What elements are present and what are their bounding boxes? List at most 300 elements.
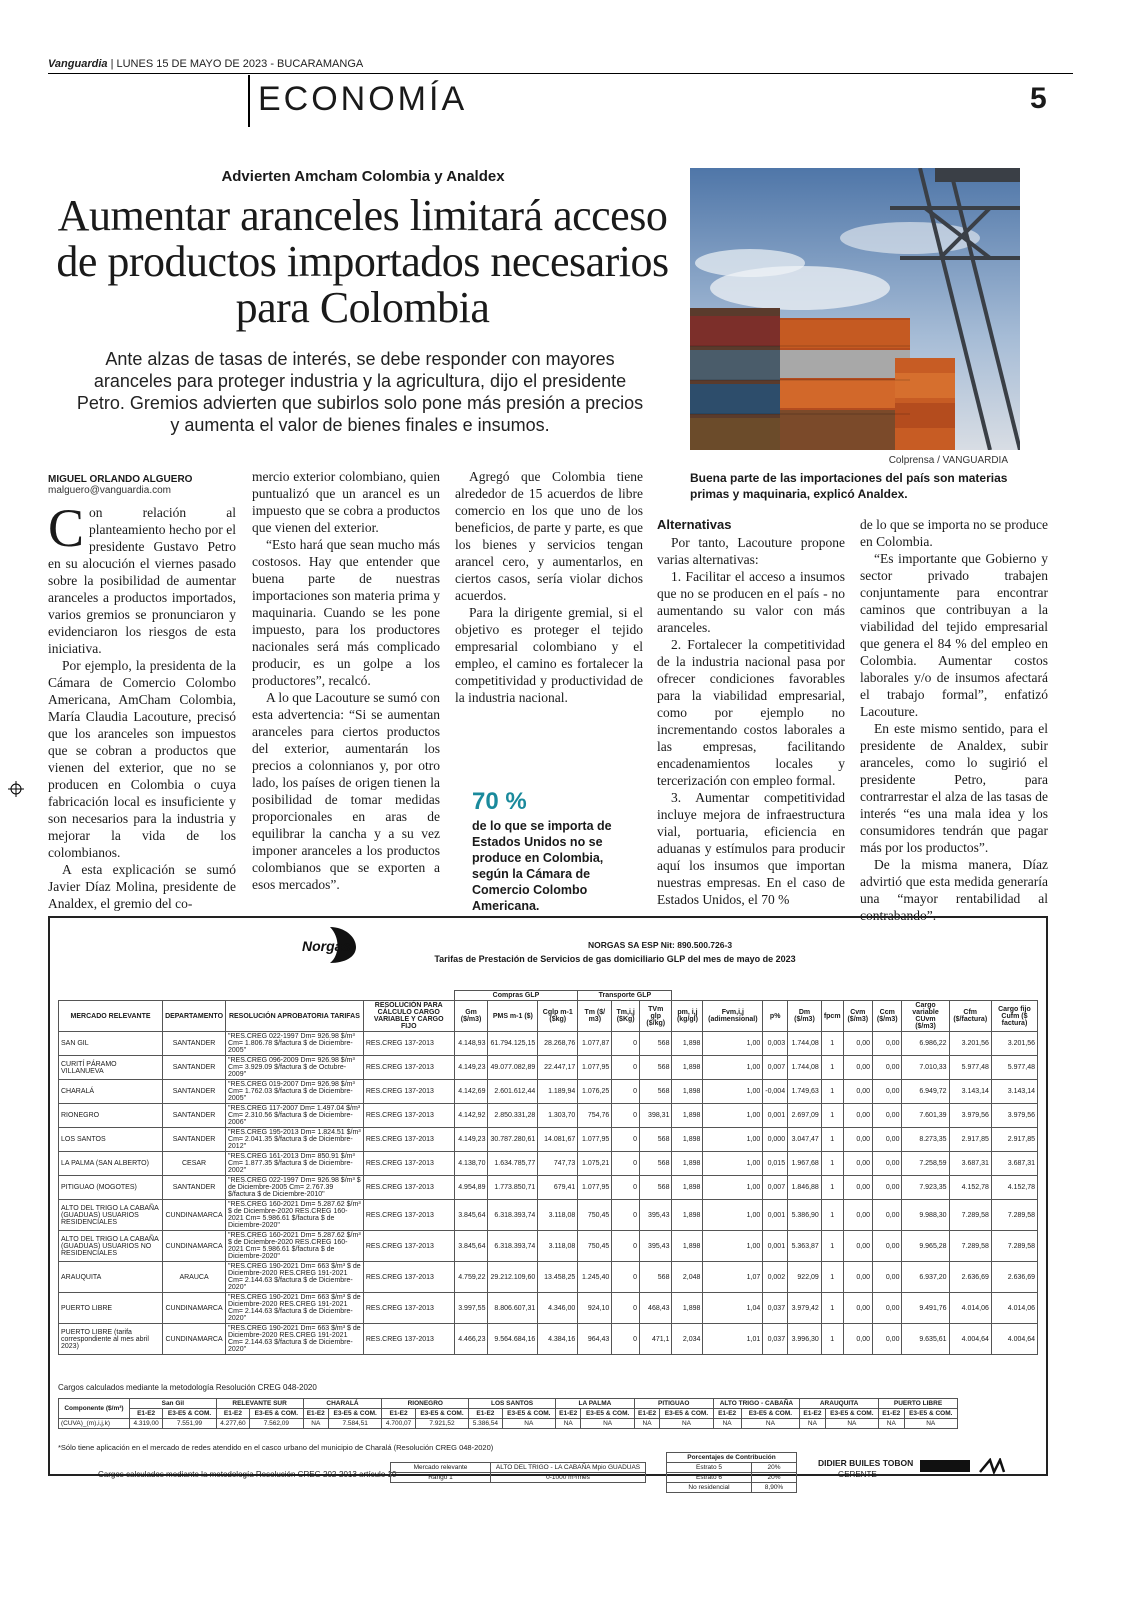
cargos-value-cell: NA bbox=[581, 1419, 634, 1429]
brand-logo: Vanguardia bbox=[48, 58, 108, 70]
group-header: Compras GLP bbox=[454, 991, 578, 1001]
table-cell: 0,00 bbox=[873, 1128, 902, 1152]
table-cell: "RES.CREG 117-2007 Dm= 1.497.04 $/m³ Cm= 2.310.56 $/factura $ de Diciembre-2006" bbox=[226, 1104, 364, 1128]
table-cell: 1,00 bbox=[703, 1231, 763, 1262]
table-cell: 4.142,69 bbox=[454, 1080, 488, 1104]
table-cell: 1 bbox=[821, 1128, 843, 1152]
table-header-cell: Cglp m-1 ($kg) bbox=[538, 1001, 578, 1032]
table-cell: 568 bbox=[640, 1176, 672, 1200]
table-cell: 22.447,17 bbox=[538, 1056, 578, 1080]
cargos-sub-header: E1-E2 bbox=[469, 1409, 502, 1419]
table-cell: 0,00 bbox=[843, 1231, 872, 1262]
table-cell: 14.081,67 bbox=[538, 1128, 578, 1152]
table-cell: 0,015 bbox=[763, 1152, 788, 1176]
table-cell: 1,898 bbox=[672, 1152, 703, 1176]
cargos-row-label: (CUVA)_(m),i,j,k) bbox=[59, 1419, 130, 1429]
table-cell: 5.977,48 bbox=[991, 1056, 1037, 1080]
table-cell: "RES.CREG 160-2021 Dm= 5.287.62 $/m³ $ de Diciembre-2020 RES.CREG 160-2021 Cm= 5.986.61 $/factura $ de Diciembre-2020" bbox=[226, 1231, 364, 1262]
table-cell: 1 bbox=[821, 1231, 843, 1262]
table-cell: 1.077,95 bbox=[578, 1176, 612, 1200]
table-cell: 2,034 bbox=[672, 1324, 703, 1355]
cargos-market-header: RELEVANTE SUR bbox=[216, 1399, 303, 1409]
article-column-3 bbox=[455, 468, 643, 706]
contrib-value: 20% bbox=[752, 1463, 797, 1473]
table-cell: "RES.CREG 190-2021 Dm= 663 $/m³ $ de Diciembre-2020 RES.CREG 191-2021 Cm= 2.144.63 $/factura $ de Diciembre-2020" bbox=[226, 1324, 364, 1355]
table-cell: 0,001 bbox=[763, 1231, 788, 1262]
table-cell: 0,00 bbox=[843, 1128, 872, 1152]
table-cell: 3.845,64 bbox=[454, 1231, 488, 1262]
rango-label: Rango 1 bbox=[391, 1473, 491, 1483]
table-header-cell: pm, i,j (kg/gl) bbox=[672, 1001, 703, 1032]
cargos-value-cell: NA bbox=[634, 1419, 659, 1429]
cargos-sub-header: E1-E2 bbox=[800, 1409, 825, 1419]
table-cell: RES.CREG 137-2013 bbox=[363, 1176, 454, 1200]
table-cell: "RES.CREG 096-2009 Dm= 926.98 $/m³ Cm= 3.929.09 $/factura $ de Octubre-2009" bbox=[226, 1056, 364, 1080]
table-cell: 4.384,16 bbox=[538, 1324, 578, 1355]
table-cell: 4.149,23 bbox=[454, 1128, 488, 1152]
table-cell: RES.CREG 137-2013 bbox=[363, 1128, 454, 1152]
cargos-market-header: LA PALMA bbox=[555, 1399, 634, 1409]
cargos-value-cell: NA bbox=[879, 1419, 904, 1429]
cargos-market-header: PITIGUAO bbox=[634, 1399, 713, 1409]
table-cell: 398,31 bbox=[640, 1104, 672, 1128]
table-cell: 7.923,35 bbox=[902, 1176, 949, 1200]
table-cell: RES.CREG 137-2013 bbox=[363, 1104, 454, 1128]
table-header-cell: RESOLUCIÓN PARA CÁLCULO CARGO VARIABLE Y CARGO FIJO bbox=[363, 1001, 454, 1032]
pull-quote-text: de lo que se importa de Estados Unidos no se produce en Colombia, según la Cámara de Comercio Colombo Americana. bbox=[472, 819, 612, 913]
table-cell: RIONEGRO bbox=[59, 1104, 163, 1128]
table-cell: 0 bbox=[612, 1080, 640, 1104]
paragraph: “Esto hará que sean mucho más costosos. Hay que entender que buena parte de nuestras importaciones son materia prima y maquinaria. Cuando se les pone impuesto, para los productores nacionales será más complicado producir, es un golpe a los productores”, recalcó. bbox=[252, 537, 440, 688]
table-cell: 1.634.785,77 bbox=[488, 1152, 538, 1176]
table-cell: 5.363,87 bbox=[788, 1231, 822, 1262]
table-cell: SAN GIL bbox=[59, 1032, 163, 1056]
cargos-sub-header: E3-E5 & COM. bbox=[660, 1409, 713, 1419]
table-cell: 6.986,22 bbox=[902, 1032, 949, 1056]
table-cell: "RES.CREG 160-2021 Dm= 5.287.62 $/m³ $ de Diciembre-2020 RES.CREG 160-2021 Cm= 5.986.61 $/factura $ de Diciembre-2020" bbox=[226, 1200, 364, 1231]
table-cell: 747,73 bbox=[538, 1152, 578, 1176]
table-cell: 1,898 bbox=[672, 1104, 703, 1128]
table-cell: 1.077,95 bbox=[578, 1056, 612, 1080]
table-cell: 1,00 bbox=[703, 1200, 763, 1231]
table-cell: 0,00 bbox=[873, 1032, 902, 1056]
table-cell: 568 bbox=[640, 1128, 672, 1152]
table-cell: 4.149,23 bbox=[454, 1056, 488, 1080]
table-cell: 0 bbox=[612, 1262, 640, 1293]
table-header-cell: Ccm ($/m3) bbox=[873, 1001, 902, 1032]
table-cell: SANTANDER bbox=[163, 1176, 226, 1200]
table-cell: 395,43 bbox=[640, 1200, 672, 1231]
table-row bbox=[59, 1262, 1038, 1293]
table-cell: 1.077,87 bbox=[578, 1032, 612, 1056]
table-cell: 0,037 bbox=[763, 1293, 788, 1324]
paragraph: En este mismo sentido, para el presidente de Analdex, subir aranceles, como lo sugirió el presidente Petro, para contrarrestar el alza de las tasas de interés “es una mala idea y los consumidores tendrán que pagar más por los productos”. bbox=[860, 721, 1048, 855]
table-cell: 8.806.607,31 bbox=[488, 1293, 538, 1324]
table-cell: RES.CREG 137-2013 bbox=[363, 1080, 454, 1104]
mercado-table bbox=[390, 1462, 646, 1483]
table-cell: 3.996,30 bbox=[788, 1324, 822, 1355]
table-cell: 2.636,69 bbox=[991, 1262, 1037, 1293]
table-cell: SANTANDER bbox=[163, 1056, 226, 1080]
table-cell: 3.979,56 bbox=[949, 1104, 991, 1128]
table-cell: 0 bbox=[612, 1032, 640, 1056]
table-cell: "RES.CREG 190-2021 Dm= 663 $/m³ $ de Diciembre-2020 RES.CREG 191-2021 Cm= 2.144.63 $/factura $ de Diciembre-2020" bbox=[226, 1293, 364, 1324]
ad-note: Cargos calculados mediante la metodología Resolución CREG 202-2013 artículo 10 bbox=[98, 1470, 397, 1479]
cargos-value-cell: 7.562,09 bbox=[250, 1419, 303, 1429]
cargos-market-header: ARAUQUITA bbox=[800, 1399, 879, 1409]
cargos-sub-header: E1-E2 bbox=[879, 1409, 904, 1419]
cargos-value-cell: 4.700,07 bbox=[382, 1419, 415, 1429]
table-cell: 4.014,06 bbox=[949, 1293, 991, 1324]
paragraph: A lo que Lacouture se sumó con esta advertencia: “Si se aumentan aranceles para ciertos productos del exterior, aumentarán los precios a colonnianos y, por otro lado, los países de origen tienen la posibilidad de tomar medidas proporcionales en aras de equilibrar la cancha y a su vez imponer aranceles a los productos colombianos que se exporten a esos mercados”. bbox=[252, 690, 440, 892]
table-cell: PUERTO LIBRE bbox=[59, 1293, 163, 1324]
table-cell: 0,00 bbox=[873, 1231, 902, 1262]
contrib-value: 20% bbox=[752, 1473, 797, 1483]
table-cell: CUNDINAMARCA bbox=[163, 1200, 226, 1231]
table-cell: 568 bbox=[640, 1080, 672, 1104]
cargos-value-cell: 4.277,60 bbox=[216, 1419, 249, 1429]
table-cell: 0 bbox=[612, 1293, 640, 1324]
table-cell: RES.CREG 137-2013 bbox=[363, 1324, 454, 1355]
table-cell: CUNDINAMARCA bbox=[163, 1324, 226, 1355]
table-header-cell: MERCADO RELEVANTE bbox=[59, 1001, 163, 1032]
paragraph: De la misma manera, Díaz advirtió que esta medida generaría una “mayor rentabilidad al contrabando”. bbox=[860, 857, 1048, 923]
table-cell: 0 bbox=[612, 1200, 640, 1231]
headline: Aumentar aranceles limitará acceso de productos importados necesarios para Colombia bbox=[56, 191, 669, 332]
masthead bbox=[48, 58, 363, 70]
table-cell: 0,007 bbox=[763, 1176, 788, 1200]
table-row bbox=[59, 1200, 1038, 1231]
table-cell: 1.076,25 bbox=[578, 1080, 612, 1104]
table-cell: 3.143,14 bbox=[991, 1080, 1037, 1104]
table-header-cell: Fvm,i,j (adimensional) bbox=[703, 1001, 763, 1032]
paragraph: 3. Aumentar competitividad incluye mejora de infraestructura vial, portuaria, eficiencia en aduanas y estímulos para producir aquí los insumos que importan nuestras empresas. En el caso de Estados Unidos, el 70 % bbox=[657, 790, 845, 907]
rango-value: 0-1000 m³/mes bbox=[491, 1473, 646, 1483]
table-header-cell: Cvm ($/m3) bbox=[843, 1001, 872, 1032]
top-rule bbox=[48, 73, 1073, 74]
table-cell: 8.273,35 bbox=[902, 1128, 949, 1152]
table-cell: 0,001 bbox=[763, 1200, 788, 1231]
table-cell: 1.967,68 bbox=[788, 1152, 822, 1176]
table-cell: 1,04 bbox=[703, 1293, 763, 1324]
cargos-values-row bbox=[59, 1419, 958, 1429]
table-cell: 7.258,59 bbox=[902, 1152, 949, 1176]
table-group-header-row bbox=[59, 991, 1038, 1001]
section-title: ECONOMÍA bbox=[258, 80, 468, 118]
table-cell: 1,898 bbox=[672, 1128, 703, 1152]
table-header-cell: Gm ($/m3) bbox=[454, 1001, 488, 1032]
cargos-sub-header: E1-E2 bbox=[303, 1409, 328, 1419]
table-cell: 0 bbox=[612, 1056, 640, 1080]
table-header-row bbox=[59, 1001, 1038, 1032]
table-cell: SANTANDER bbox=[163, 1080, 226, 1104]
cargos-value-cell: 5.386,54 bbox=[469, 1419, 502, 1429]
superservicios-seal bbox=[920, 1458, 1010, 1474]
table-header-cell: Cfm ($/factura) bbox=[949, 1001, 991, 1032]
contrib-label: Estrato 6 bbox=[667, 1473, 752, 1483]
table-row bbox=[59, 1324, 1038, 1355]
paragraph: Agregó que Colombia tiene alrededor de 15 acuerdos de libre comercio en los que uno de los beneficios, de parte y parte, es que los bienes y servicios tengan arancel cero, y aumentarlos, en ciertos casos, sería violar dichos acuerdos. bbox=[455, 469, 643, 603]
cargos-market-header: LOS SANTOS bbox=[469, 1399, 556, 1409]
table-cell: 2.917,85 bbox=[991, 1128, 1037, 1152]
table-cell: 1.744,08 bbox=[788, 1032, 822, 1056]
table-cell: LOS SANTOS bbox=[59, 1128, 163, 1152]
table-cell: RES.CREG 137-2013 bbox=[363, 1032, 454, 1056]
paragraph: mercio exterior colombiano, quien puntualizó que un arancel es un impuesto que se cobra a productos que vienen del exterior. bbox=[252, 469, 440, 535]
table-header-cell: Tm ($/ m3) bbox=[578, 1001, 612, 1032]
paragraph: 1. Facilitar el acceso a insumos que no se producen en el país - no aumentando su valor con más aranceles. bbox=[657, 569, 845, 635]
table-cell: LA PALMA (SAN ALBERTO) bbox=[59, 1152, 163, 1176]
table-cell: RES.CREG 137-2013 bbox=[363, 1231, 454, 1262]
table-cell: 1,898 bbox=[672, 1176, 703, 1200]
table-cell: 1.245,40 bbox=[578, 1262, 612, 1293]
table-cell: 28.268,76 bbox=[538, 1032, 578, 1056]
table-cell: 0,00 bbox=[873, 1104, 902, 1128]
table-cell: 4.152,78 bbox=[949, 1176, 991, 1200]
table-cell: "RES.CREG 019-2007 Dm= 926.98 $/m³ Cm= 1.762.03 $/factura $ de Diciembre-2005" bbox=[226, 1080, 364, 1104]
table-cell: 1,898 bbox=[672, 1231, 703, 1262]
dropcap: C bbox=[48, 498, 85, 558]
table-cell: "RES.CREG 022-1997 Dm= 926.98 $/m³ Cm= 1.806.78 $/factura $ de Diciembre-2005" bbox=[226, 1032, 364, 1056]
table-cell: 3.118,08 bbox=[538, 1231, 578, 1262]
cargos-sub-header: E3-E5 & COM. bbox=[329, 1409, 382, 1419]
cargos-sub-header: E1-E2 bbox=[382, 1409, 415, 1419]
byline: MIGUEL ORLANDO ALGUERO bbox=[48, 474, 193, 485]
table-cell: SANTANDER bbox=[163, 1104, 226, 1128]
table-cell: 3.979,56 bbox=[991, 1104, 1037, 1128]
table-cell: 2.850.331,28 bbox=[488, 1104, 538, 1128]
table-cell: 471,1 bbox=[640, 1324, 672, 1355]
kicker: Advierten Amcham Colombia y Analdex bbox=[221, 168, 505, 185]
table-cell: 1.773.850,71 bbox=[488, 1176, 538, 1200]
table-cell: 4.466,23 bbox=[454, 1324, 488, 1355]
cargos-value-cell: 7.921,52 bbox=[415, 1419, 468, 1429]
pull-quote-number: 70 % bbox=[472, 788, 527, 815]
table-cell: 0 bbox=[612, 1231, 640, 1262]
paragraph: 2. Fortalecer la competitividad de la industria nacional pasa por ofrecer condiciones favorables para la viabilidad empresarial, como por ejemplo no incrementando costos laborales a las empresas, facilitando encadenamientos locales y tercerización con empleo formal. bbox=[657, 637, 845, 788]
port-containers-photo bbox=[690, 168, 1020, 450]
table-header-cell: Tm,i,j ($Kg) bbox=[612, 1001, 640, 1032]
table-cell: 3.997,55 bbox=[454, 1293, 488, 1324]
table-header-cell: DEPARTAMENTO bbox=[163, 1001, 226, 1032]
table-row bbox=[59, 1104, 1038, 1128]
table-cell: 3.201,56 bbox=[991, 1032, 1037, 1056]
table-cell: 2,048 bbox=[672, 1262, 703, 1293]
table-cell: 1.749,63 bbox=[788, 1080, 822, 1104]
table-cell: 30.787.280,61 bbox=[488, 1128, 538, 1152]
table-row bbox=[59, 1176, 1038, 1200]
table-cell: 0,00 bbox=[843, 1080, 872, 1104]
table-cell: 7.289,58 bbox=[949, 1231, 991, 1262]
table-header-cell: Cargo fijo Cufm ($ factura) bbox=[991, 1001, 1037, 1032]
cargos-sub-header: E1-E2 bbox=[555, 1409, 580, 1419]
table-header-cell: Dm ($/m3) bbox=[788, 1001, 822, 1032]
table-cell: 568 bbox=[640, 1056, 672, 1080]
table-header-cell: RESOLUCIÓN APROBATORIA TARIFAS bbox=[226, 1001, 364, 1032]
table-cell: 0,001 bbox=[763, 1104, 788, 1128]
table-cell: PITIGUAO (MOGOTES) bbox=[59, 1176, 163, 1200]
cargos-sub-header: E3-E5 & COM. bbox=[904, 1409, 958, 1419]
table-row bbox=[59, 1231, 1038, 1262]
contrib-label: No residencial bbox=[667, 1483, 752, 1493]
table-cell: 922,09 bbox=[788, 1262, 822, 1293]
cargos-sub-header: E3-E5 & COM. bbox=[250, 1409, 303, 1419]
signer-role: GERENTE bbox=[838, 1470, 877, 1479]
cargos-value-cell: NA bbox=[660, 1419, 713, 1429]
table-cell: 0 bbox=[612, 1176, 640, 1200]
table-cell: 49.077.082,89 bbox=[488, 1056, 538, 1080]
deck: Ante alzas de tasas de interés, se debe responder con mayores aranceles para proteger industria y la agricultura, dijo el presidente Petro. Gremios advierten que subirlos solo pone más presión a precios y aumenta el valor de bienes finales e insumos. bbox=[76, 349, 644, 435]
cargos-market-header: ALTO TRIGO - CABAÑA bbox=[713, 1399, 800, 1409]
table-header-cell: fpcm bbox=[821, 1001, 843, 1032]
table-cell: 1 bbox=[821, 1032, 843, 1056]
table-cell: 4.014,06 bbox=[991, 1293, 1037, 1324]
table-row bbox=[59, 1032, 1038, 1056]
table-cell: 0,00 bbox=[843, 1032, 872, 1056]
table-cell: 1.846,88 bbox=[788, 1176, 822, 1200]
table-cell: 6.937,20 bbox=[902, 1262, 949, 1293]
cargos-market-header: CHARALÁ bbox=[303, 1399, 382, 1409]
table-cell: 0,00 bbox=[873, 1262, 902, 1293]
table-header-cell: Cargo variable CUvm ($/m3) bbox=[902, 1001, 949, 1032]
table-cell: 0,00 bbox=[843, 1104, 872, 1128]
table-cell: 1 bbox=[821, 1056, 843, 1080]
table-cell: 1,898 bbox=[672, 1032, 703, 1056]
table-cell: 9.491,76 bbox=[902, 1293, 949, 1324]
signer-name: DIDIER BUILES TOBON bbox=[818, 1458, 914, 1468]
table-cell: 468,43 bbox=[640, 1293, 672, 1324]
table-cell: 3.845,64 bbox=[454, 1200, 488, 1231]
norgas-logo bbox=[300, 925, 360, 965]
cargos-component-header: Componente ($/m³) bbox=[59, 1399, 130, 1419]
cargos-value-cell: NA bbox=[555, 1419, 580, 1429]
table-cell: 0,00 bbox=[873, 1152, 902, 1176]
table-cell: CUNDINAMARCA bbox=[163, 1293, 226, 1324]
table-row bbox=[59, 1152, 1038, 1176]
table-cell: "RES.CREG 022-1997 Dm= 926.98 $/m³ $ de Diciembre-2005 Cm= 2.767.39 $/factura $ de Diciembre-2010" bbox=[226, 1176, 364, 1200]
table-cell: -0,004 bbox=[763, 1080, 788, 1104]
ad-heading: Tarifas de Prestación de Servicios de gas domiciliario GLP del mes de mayo de 2023 bbox=[434, 954, 796, 964]
cargos-sub-header: E1-E2 bbox=[129, 1409, 162, 1419]
table-cell: 3.979,42 bbox=[788, 1293, 822, 1324]
table-cell: 2.697,09 bbox=[788, 1104, 822, 1128]
table-cell: CURITÍ PÁRAMO VILLANUEVA bbox=[59, 1056, 163, 1080]
table-row bbox=[59, 1293, 1038, 1324]
table-cell: RES.CREG 137-2013 bbox=[363, 1152, 454, 1176]
table-cell: 0 bbox=[612, 1104, 640, 1128]
table-cell: 568 bbox=[640, 1262, 672, 1293]
table-header-cell: TVm glp ($/kg) bbox=[640, 1001, 672, 1032]
paragraph: “Es importante que Gobierno y sector privado trabajen conjuntamente para encontrar caminos que contribuyan a la viabilidad del tejido empresarial que genera el 84 % del empleo en Colombia. Aumentar costos laborales y/o de insumos afectará el trabajo formal”, enfatizó Lacouture. bbox=[860, 551, 1048, 719]
table-cell: 568 bbox=[640, 1032, 672, 1056]
table-cell: 4.004,64 bbox=[949, 1324, 991, 1355]
table-cell: 5.977,48 bbox=[949, 1056, 991, 1080]
table-cell: 1 bbox=[821, 1324, 843, 1355]
table-cell: ALTO DEL TRIGO LA CABAÑA (GUADUAS) USUARIOS RESIDENCIALES bbox=[59, 1200, 163, 1231]
table-cell: 5.386,90 bbox=[788, 1200, 822, 1231]
table-cell: 754,76 bbox=[578, 1104, 612, 1128]
table-cell: 0,00 bbox=[843, 1056, 872, 1080]
table-row bbox=[59, 1128, 1038, 1152]
table-cell: 3.687,31 bbox=[991, 1152, 1037, 1176]
table-cell: 0,00 bbox=[873, 1200, 902, 1231]
table-cell: 0,00 bbox=[843, 1152, 872, 1176]
table-cell: 6.318.393,74 bbox=[488, 1231, 538, 1262]
contrib-value: 8,90% bbox=[752, 1483, 797, 1493]
table-cell: 9.635,61 bbox=[902, 1324, 949, 1355]
table-cell: ARAUCA bbox=[163, 1262, 226, 1293]
table-cell: 1 bbox=[821, 1104, 843, 1128]
table-cell: 0,00 bbox=[873, 1080, 902, 1104]
table-cell: 1,00 bbox=[703, 1128, 763, 1152]
cargos-value-cell: 4.319,00 bbox=[129, 1419, 162, 1429]
table-cell: RES.CREG 137-2013 bbox=[363, 1200, 454, 1231]
cargos-value-cell: NA bbox=[741, 1419, 800, 1429]
table-cell: 1,898 bbox=[672, 1293, 703, 1324]
table-cell: 750,45 bbox=[578, 1231, 612, 1262]
table-cell: 6.318.393,74 bbox=[488, 1200, 538, 1231]
table-cell: 1,07 bbox=[703, 1262, 763, 1293]
table-cell: 1 bbox=[821, 1080, 843, 1104]
table-cell: 13.458,25 bbox=[538, 1262, 578, 1293]
table-cell: SANTANDER bbox=[163, 1032, 226, 1056]
table-cell: 7.289,58 bbox=[949, 1200, 991, 1231]
cargos-sub-header: E3-E5 & COM. bbox=[825, 1409, 878, 1419]
table-cell: 1,898 bbox=[672, 1200, 703, 1231]
table-cell: 61.794.125,15 bbox=[488, 1032, 538, 1056]
cargos-market-header: San Gil bbox=[129, 1399, 216, 1409]
table-row bbox=[59, 1080, 1038, 1104]
table-cell: 0 bbox=[612, 1324, 640, 1355]
table-cell: 0,00 bbox=[843, 1293, 872, 1324]
table-cell: 0 bbox=[612, 1152, 640, 1176]
table-cell: 0,00 bbox=[843, 1324, 872, 1355]
table-cell: ALTO DEL TRIGO LA CABAÑA (GUADUAS) USUARIOS NO RESIDENCIALES bbox=[59, 1231, 163, 1262]
table-cell: 2.601.612,44 bbox=[488, 1080, 538, 1104]
cargos-value-cell: NA bbox=[303, 1419, 328, 1429]
cargos-sub-header: E1-E2 bbox=[216, 1409, 249, 1419]
table-cell: 7.289,58 bbox=[991, 1231, 1037, 1262]
contrib-label: Estrato 5 bbox=[667, 1463, 752, 1473]
table-cell: 2.917,85 bbox=[949, 1128, 991, 1152]
cargos-sub-header: E3-E5 & COM. bbox=[581, 1409, 634, 1419]
table-cell: 3.143,14 bbox=[949, 1080, 991, 1104]
cargos-value-cell: 7.584,51 bbox=[329, 1419, 382, 1429]
photo-credit: Colprensa / VANGUARDIA bbox=[888, 455, 1008, 466]
table-cell: 9.965,28 bbox=[902, 1231, 949, 1262]
cargos-value-cell: NA bbox=[502, 1419, 555, 1429]
table-header-cell: PMS m-1 ($) bbox=[488, 1001, 538, 1032]
table-cell: 0,00 bbox=[873, 1176, 902, 1200]
table-cell: 4.954,89 bbox=[454, 1176, 488, 1200]
article-column-2 bbox=[252, 468, 440, 893]
cargos-value-cell: NA bbox=[713, 1419, 741, 1429]
article-column-5 bbox=[860, 516, 1048, 924]
table-cell: "RES.CREG 195-2013 Dm= 1.824.51 $/m³ Cm= 2.041.35 $/factura $ de Diciembre-2012" bbox=[226, 1128, 364, 1152]
table-cell: "RES.CREG 161-2013 Dm= 850.91 $/m³ Cm= 1.877.35 $/factura $ de Diciembre-2002" bbox=[226, 1152, 364, 1176]
table-cell: 0,003 bbox=[763, 1032, 788, 1056]
table-cell: ARAUQUITA bbox=[59, 1262, 163, 1293]
table-cell: 1.303,70 bbox=[538, 1104, 578, 1128]
tariff-table bbox=[58, 990, 1038, 1355]
table-cell: 0,00 bbox=[843, 1262, 872, 1293]
cargos-sub-header: E3-E5 & COM. bbox=[163, 1409, 216, 1419]
paragraph: Por ejemplo, la presidenta de la Cámara de Comercio Colombo Americana, AmCham Colombia, María Claudia Lacouture, precisó que los aranceles son impuestos que se cobran a productos que vienen del exterior, que no se producen en Colombia o cuya fabricación local es insuficiente y son necesarios para la industria y mejorar la vida de los colombianos. bbox=[48, 658, 236, 860]
table-cell: 679,41 bbox=[538, 1176, 578, 1200]
table-cell: 7.601,39 bbox=[902, 1104, 949, 1128]
table-cell: 3.201,56 bbox=[949, 1032, 991, 1056]
photo-caption: Buena parte de las importaciones del país son materias primas y maquinaria, explicó Analdex. bbox=[690, 471, 1008, 501]
